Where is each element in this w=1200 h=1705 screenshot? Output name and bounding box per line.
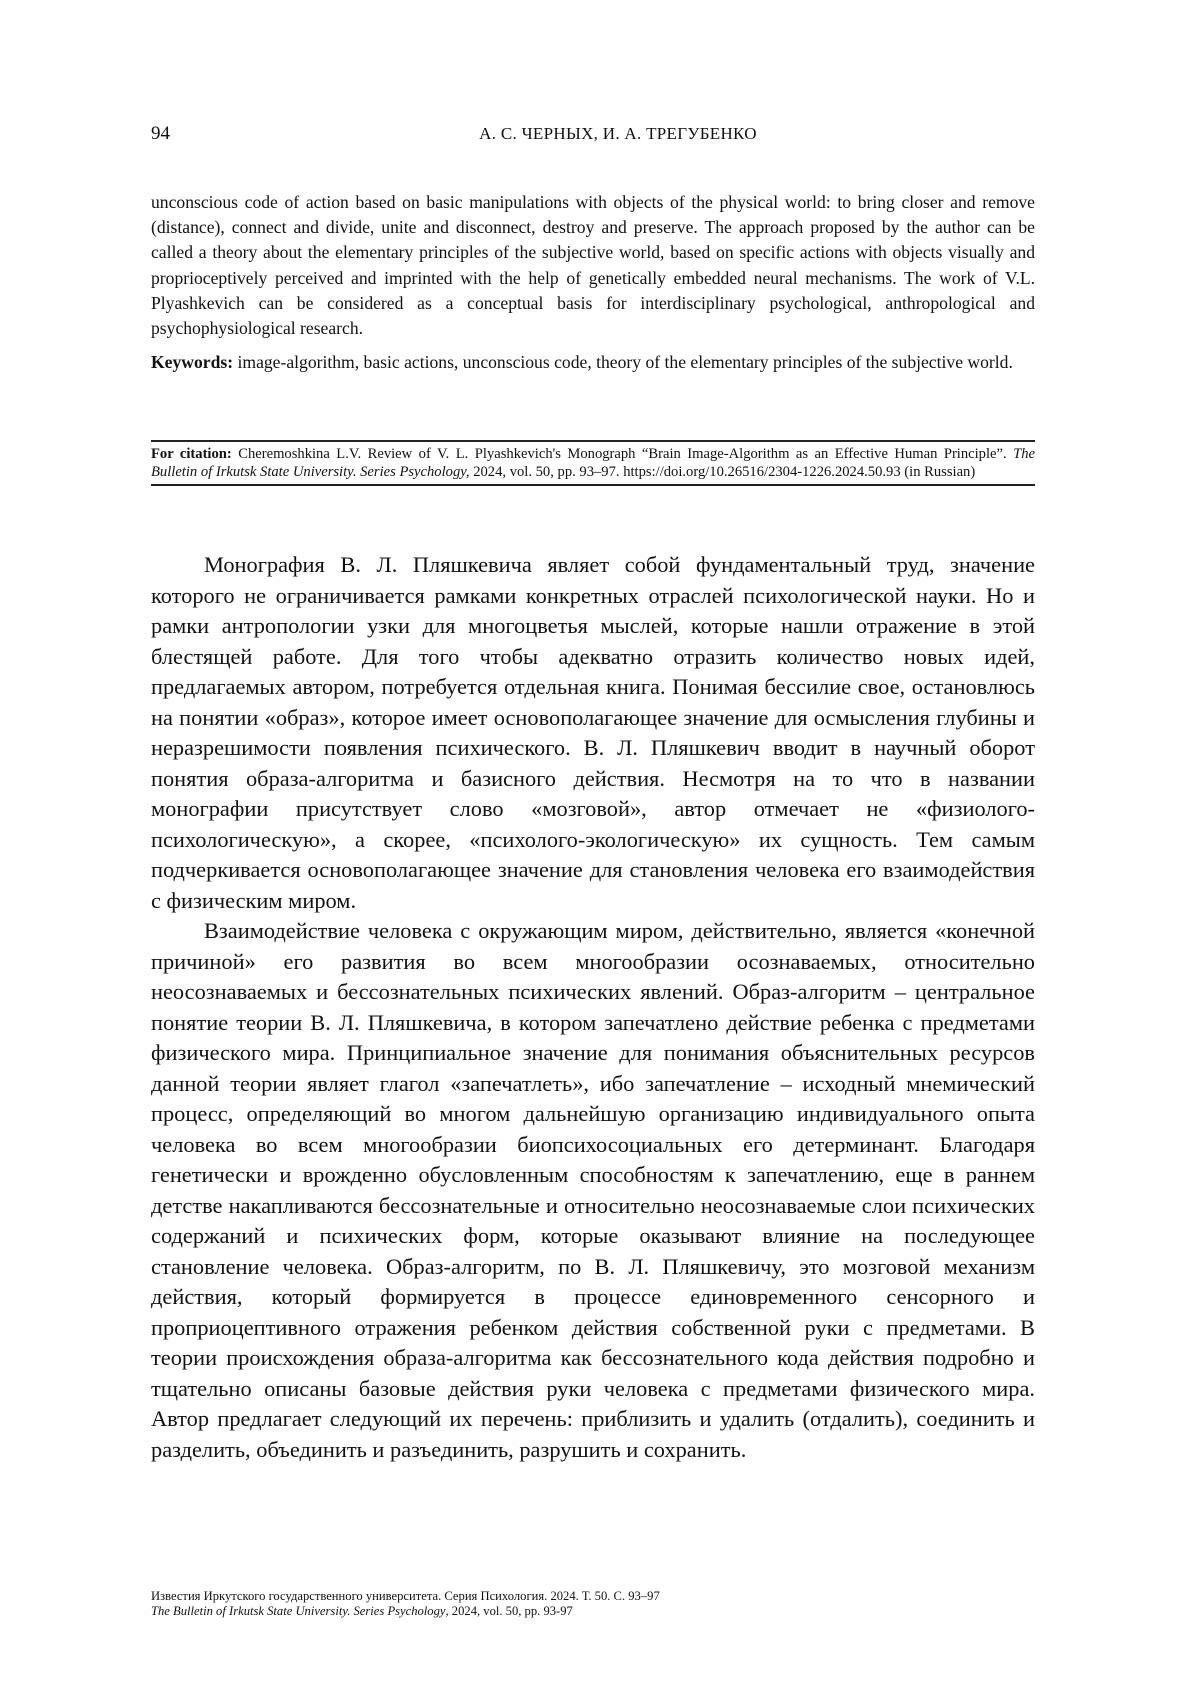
body-paragraph-1: Монография В. Л. Пляшкевича являет собой фундаментальный труд, значение которого не ограничивается рамками конкретных отраслей психологической науки. Но и рамки антропологии узки для многоцветья мыслей, которые нашли отражение в этой блестящей работе. Для того чтобы адекватно отразить количество новых идей, предлагаемых автором, потребуется отдельная книга. Понимая бессилие свое, остановлюсь на понятии «образ», которое имеет основополагающее значение для осмысления глубины и неразрешимости появления психического. В. Л. Пляшкевич вводит в научный оборот понятия образа-алгоритма и базисного действия. Несмотря на то что в названии монографии присутствует слово «мозговой», автор отмечает не «физиолого-психологическую», а скорее, «психолого-экологическую» их сущность. Тем самым подчеркивается основополагающее значение для становления человека его взаимодействия с физическим миром.: [151, 552, 1035, 913]
footer-line-en: [151, 1604, 1035, 1619]
abstract-text: unconscious code of action based on basic manipulations with objects of the physical world: to bring closer and remove (distance), connect and divide, unite and disconnect, destroy and preserve. The approach proposed by the author can be called a theory about the elementary principles of the subjective world, based on specific actions with objects visually and proprioceptively perceived and imprinted with the help of genetically embedded neural mechanisms. The work of V.L. Plyashkevich can be considered as a conceptual basis for interdisciplinary psychological, anthropological and psychophysiological research.: [151, 192, 1035, 339]
abstract-block: [151, 190, 1035, 375]
footer-journal-name: The Bulletin of Irkutsk State University. Series Psychology: [151, 1604, 446, 1618]
page-footer: [151, 1589, 1035, 1619]
citation-box: [151, 440, 1035, 486]
citation-journal: The Bulletin of Irkutsk State University. Series Psychology,: [151, 446, 1035, 480]
citation-text-after: 2024, vol. 50, pp. 93–97. https://doi.org/10.26516/2304-1226.2024.50.93 (in Russian): [469, 463, 976, 480]
citation-label: For citation:: [151, 446, 232, 462]
footer-volume-info: , 2024, vol. 50, pp. 93-97: [445, 1604, 573, 1618]
running-head-authors: А. С. ЧЕРНЫХ, И. А. ТРЕГУБЕНКО: [479, 124, 757, 143]
page-number: 94: [151, 123, 170, 144]
page-header: [151, 123, 1035, 149]
keywords-line: [151, 350, 1035, 375]
citation-text-before: Cheremoshkina L.V. Review of V. L. Plyashkevich's Monograph “Brain Image-Algorithm as an Effective Human Principle”.: [231, 446, 1014, 462]
keywords-text: image-algorithm, basic actions, unconscious code, theory of the elementary principles of the subjective world.: [233, 352, 1013, 373]
body-paragraph-2: Взаимодействие человека с окружающим миром, действительно, является «конечной причиной» его развития во всем многообразии осознаваемых, относительно неосознаваемых и бессознательных психических явлений. Образ-алгоритм – центральное понятие теории В. Л. Пляшкевича, в котором запечатлено действие ребенка с предметами физического мира. Принципиальное значение для понимания объяснительных ресурсов данной теории являет глагол «запечатлеть», ибо запечатление – исходный мнемический процесс, определяющий во многом дальнейшую организацию индивидуального опыта человека во всем многообразии биопсихосоциальных его детерминант. Благодаря генетически и врожденно обусловленным способностям к запечатлению, еще в раннем детстве накапливаются бессознательные и относительно неосознаваемые слои психических содержаний и психических форм, которые оказывают влияние на последующее становление человека. Образ-алгоритм, по В. Л. Пляшкевичу, это мозговой механизм действия, который формируется в процессе единовременного сенсорного и проприоцептивного отражения ребенком действия собственной руки с предметами. В теории происхождения образа-алгоритма как бессознательного кода действия подробно и тщательно описаны базовые действия руки человека с предметами физического мира. Автор предлагает следующий их перечень: приблизить и удалить (отдалить), соединить и разделить, объединить и разъединить, разрушить и сохранить.: [151, 918, 1035, 1462]
keywords-label: Keywords:: [151, 352, 234, 373]
footer-line-ru: Известия Иркутского государственного университета. Серия Психология. 2024. Т. 50. С. 93–97: [151, 1589, 660, 1603]
article-body: [151, 550, 1035, 1465]
